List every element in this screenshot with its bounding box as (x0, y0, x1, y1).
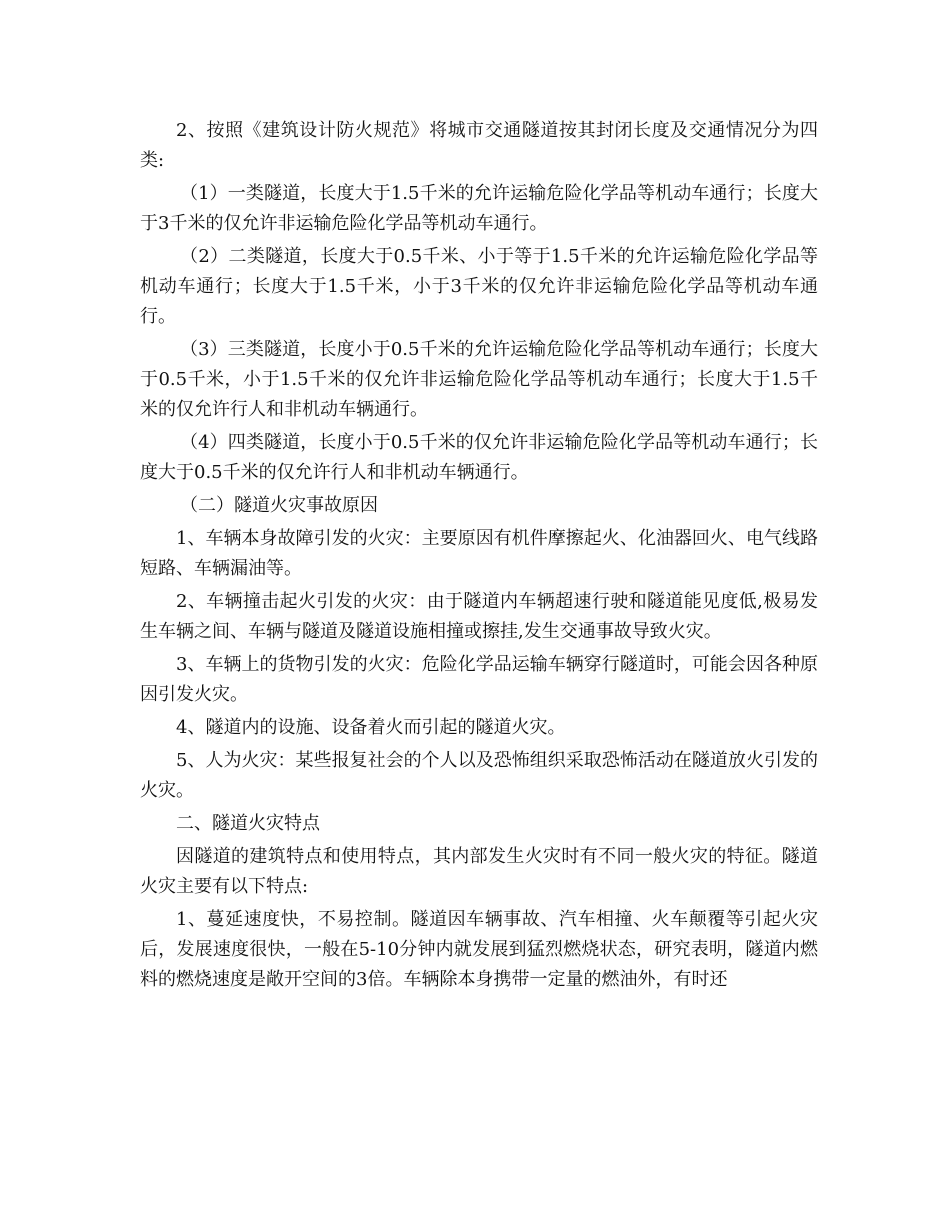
paragraph-cause-collision: 2、车辆撞击起火引发的火灾：由于隧道内车辆超速行驶和隧道能见度低,极易发生车辆之间、车辆与隧道及隧道设施相撞或擦挂,发生交通事故导致火灾。 (140, 591, 818, 642)
paragraph-class-2-tunnel: （2）二类隧道，长度大于0.5千米、小于等于1.5千米的允许运输危险化学品等机动车通行；长度大于1.5千米，小于3千米的仅允许非运输危险化学品等机动车通行。 (140, 246, 818, 327)
paragraph-class-3-tunnel: （3）三类隧道，长度小于0.5千米的允许运输危险化学品等机动车通行；长度大于0.5千米，小于1.5千米的仅允许非运输危险化学品等机动车通行；长度大于1.5千米的仅允许行人和非机动车辆通行。 (140, 339, 818, 420)
paragraph-class-1-tunnel: （1）一类隧道，长度大于1.5千米的允许运输危险化学品等机动车通行；长度大于3千米的仅允许非运输危险化学品等机动车通行。 (140, 183, 818, 234)
section-heading-fire-characteristics: 二、隧道火灾特点 (176, 813, 320, 834)
section-heading-fire-causes: （二）隧道火灾事故原因 (180, 495, 378, 516)
paragraph-characteristic-spread: 1、蔓延速度快，不易控制。隧道因车辆事故、汽车相撞、火车颠覆等引起火灾后，发展速度很快，一般在5-10分钟内就发展到猛烈燃烧状态，研究表明，隧道内燃料的燃烧速度是敞开空间的3倍。车辆除本身携带一定量的燃油外，有时还 (140, 909, 818, 990)
paragraph-cause-vehicle-fault: 1、车辆本身故障引发的火灾：主要原因有机件摩擦起火、化油器回火、电气线路短路、车辆漏油等。 (140, 528, 818, 579)
paragraph-cause-arson: 5、人为火灾：某些报复社会的个人以及恐怖组织采取恐怖活动在隧道放火引发的火灾。 (140, 750, 818, 801)
paragraph-cause-facilities: 4、隧道内的设施、设备着火而引起的隧道火灾。 (176, 717, 566, 738)
paragraph-cause-cargo: 3、车辆上的货物引发的火灾：危险化学品运输车辆穿行隧道时，可能会因各种原因引发火灾。 (140, 654, 818, 705)
paragraph-class-4-tunnel: （4）四类隧道，长度小于0.5千米的仅允许非运输危险化学品等机动车通行；长度大于0.5千米的仅允许行人和非机动车辆通行。 (140, 432, 818, 483)
document-body (140, 116, 818, 998)
paragraph-characteristics-intro: 因隧道的建筑特点和使用特点，其内部发生火灾时有不同一般火灾的特征。隧道火灾主要有以下特点: (140, 846, 818, 897)
paragraph-classification-intro: 2、按照《建筑设计防火规范》将城市交通隧道按其封闭长度及交通情况分为四类: (140, 120, 818, 171)
